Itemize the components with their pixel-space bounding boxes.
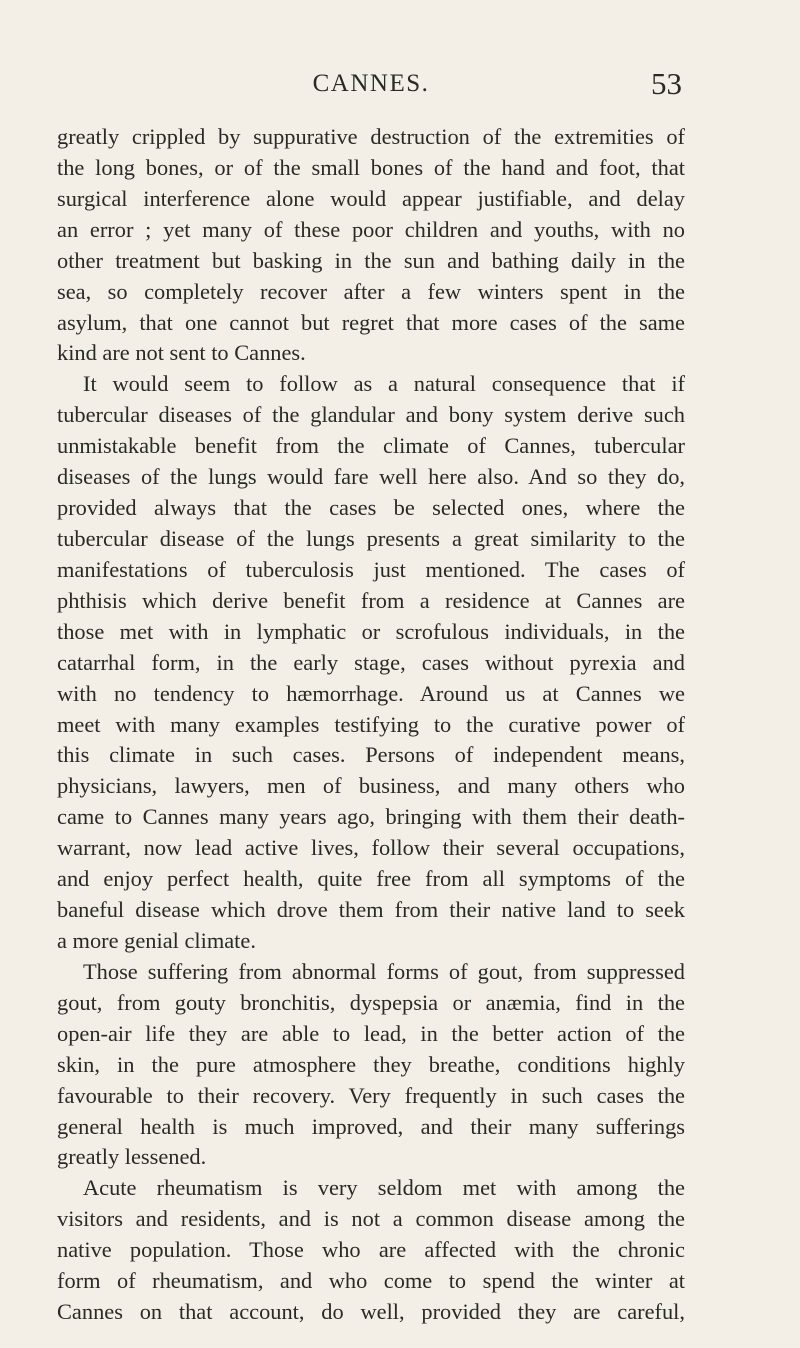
text-line: catarrhal form, in the early stage, cases without pyrexia and (57, 649, 685, 675)
text-line: general health is much improved, and their many sufferings (57, 1113, 685, 1139)
text-line: form of rheumatism, and who come to spend the winter at (57, 1268, 685, 1294)
text-line: phthisis which derive benefit from a residence at Cannes are (57, 587, 685, 613)
text-line: kind are not sent to Cannes. (57, 340, 306, 366)
text-line: greatly lessened. (57, 1144, 207, 1170)
text-line: provided always that the cases be selected ones, where the (57, 495, 685, 521)
text-line: Acute rheumatism is very seldom met with among the (83, 1175, 685, 1201)
text-line: warrant, now lead active lives, follow their several occupations, (57, 835, 685, 861)
text-line: an error ; yet many of these poor children and youths, with no (57, 216, 685, 242)
running-head (60, 66, 682, 110)
text-line: a more genial climate. (57, 927, 256, 953)
page-number: 53 (651, 66, 682, 101)
text-line: those met with in lymphatic or scrofulous individuals, in the (57, 618, 685, 644)
text-line: other treatment but basking in the sun and bathing daily in the (57, 247, 685, 273)
running-head-title: CANNES. (312, 70, 430, 97)
text-line: Those suffering from abnormal forms of gout, from suppressed (83, 958, 685, 984)
text-line: manifestations of tuberculosis just mentioned. The cases of (57, 556, 685, 582)
text-line: open-air life they are able to lead, in the better action of the (57, 1020, 685, 1046)
text-line: visitors and residents, and is not a common disease among the (57, 1206, 685, 1232)
text-line: baneful disease which drove them from their native land to seek (57, 897, 685, 923)
text-line: with no tendency to hæmorrhage. Around us at Cannes we (57, 680, 685, 706)
text-line: It would seem to follow as a natural consequence that if (83, 371, 685, 397)
text-line: tubercular disease of the lungs presents a great similarity to the (57, 525, 685, 551)
text-line: meet with many examples testifying to the curative power of (57, 711, 685, 737)
text-line: unmistakable benefit from the climate of Cannes, tubercular (57, 433, 685, 459)
text-line: sea, so completely recover after a few winters spent in the (57, 278, 685, 304)
text-line: Cannes on that account, do well, provided they are careful, (57, 1299, 685, 1325)
text-line: favourable to their recovery. Very frequently in such cases the (57, 1082, 685, 1108)
text-line: this climate in such cases. Persons of independent means, (57, 742, 685, 768)
text-line: the long bones, or of the small bones of the hand and foot, that (57, 154, 685, 180)
text-line: greatly crippled by suppurative destruction of the extremities of (57, 124, 685, 149)
text-line: came to Cannes many years ago, bringing with them their death- (57, 804, 685, 830)
text-line: gout, from gouty bronchitis, dyspepsia or anæmia, find in the (57, 989, 685, 1015)
text-line: native population. Those who are affected with the chronic (57, 1237, 685, 1263)
text-line: skin, in the pure atmosphere they breathe, conditions highly (57, 1051, 685, 1077)
text-line: tubercular diseases of the glandular and bony system derive such (57, 402, 685, 428)
text-line: and enjoy perfect health, quite free from all symptoms of the (57, 866, 685, 892)
text-line: asylum, that one cannot but regret that more cases of the same (57, 309, 685, 335)
text-line: physicians, lawyers, men of business, and many others who (57, 773, 685, 799)
body-text (57, 122, 685, 1328)
text-line: surgical interference alone would appear justifiable, and delay (57, 185, 685, 211)
text-line: diseases of the lungs would fare well here also. And so they do, (57, 464, 685, 490)
